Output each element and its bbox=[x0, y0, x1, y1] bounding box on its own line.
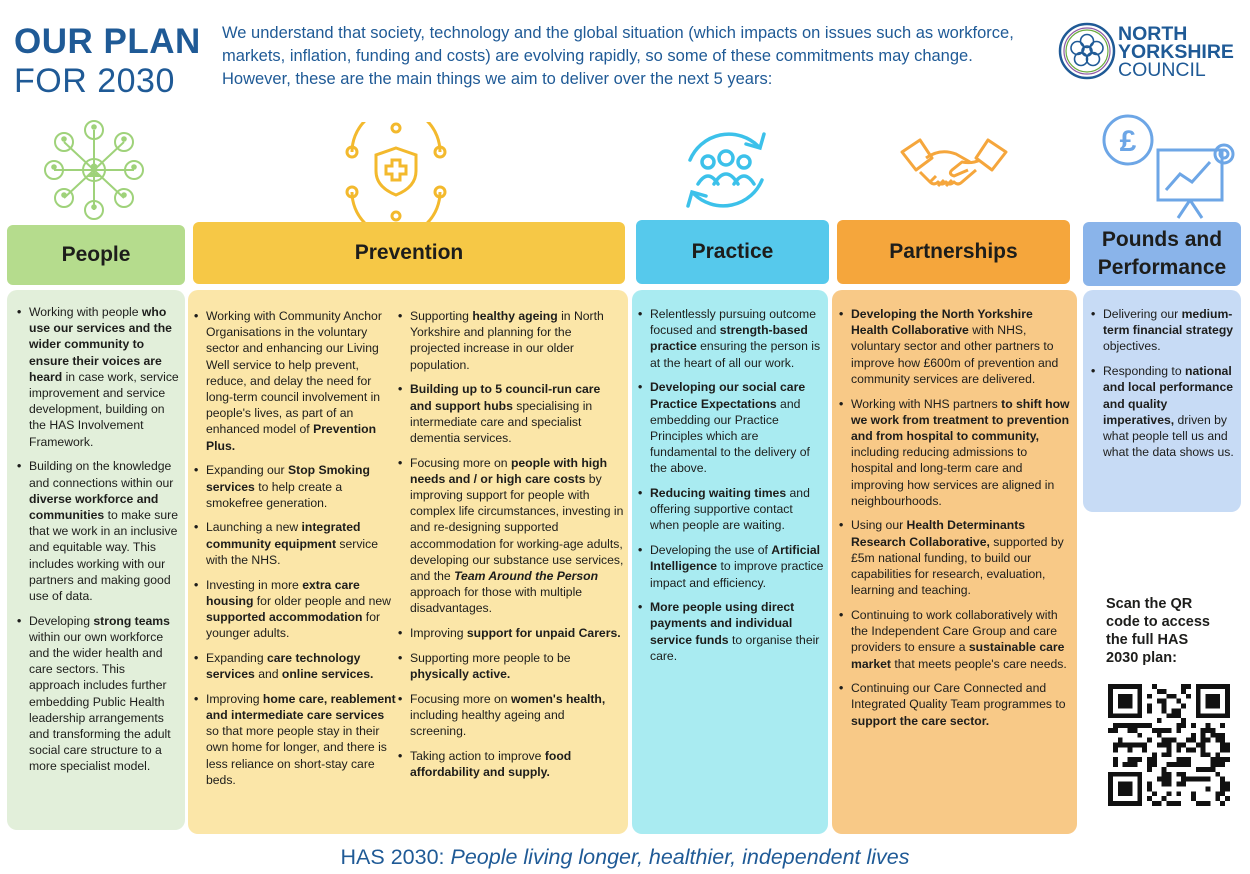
logo-line-2: YORKSHIRE bbox=[1118, 41, 1234, 63]
partnerships-list bbox=[833, 306, 1071, 729]
pounds-panel bbox=[1083, 290, 1241, 512]
list-item: • Continuing our Care Connected and Integrated Quality Team programmes to support the care sector. bbox=[851, 680, 1071, 729]
handshake-icon bbox=[898, 132, 1010, 208]
list-item: • Supporting more people to be physically active. bbox=[410, 650, 624, 682]
heading-pounds-line1: Pounds and bbox=[1101, 228, 1223, 251]
heading-practice: Practice bbox=[636, 220, 829, 284]
practice-panel bbox=[632, 290, 828, 834]
list-item: • Expanding care technology services and online services. bbox=[206, 650, 398, 682]
list-item: • Improving home care, reablement and intermediate care services so that more people stay in their own home for longer, and there is less reliance on short-stay care beds. bbox=[206, 691, 398, 788]
list-item: • Developing strong teams within our own workforce and the wider health and care sectors. This approach includes further embedding Public Health leadership arrangements and transforming the adult social care structure to a more specialist model. bbox=[29, 613, 179, 775]
intro-text: We understand that society, technology and the global situation (which impacts on issues such as workforce, markets, inflation, funding and costs) are evolving rapidly, so some of these commitments may change. However, these are the main things we aim to deliver over the next 5 years: bbox=[222, 24, 1014, 88]
qr-code-icon[interactable] bbox=[1108, 684, 1230, 806]
list-item: • Developing our social care Practice Expectations and embedding our Practice Principles which are fundamental to the delivery of the above. bbox=[650, 379, 824, 476]
heading-pounds-performance bbox=[1083, 222, 1241, 286]
footer-prefix: HAS 2030: bbox=[340, 845, 451, 869]
list-item: • Working with NHS partners to shift how we work from treatment to prevention and from hospital to community, including reducing admissions to hospital and long-term care and improving how services are aligned in neighbourhoods. bbox=[851, 396, 1071, 509]
heading-partnerships: Partnerships bbox=[837, 220, 1070, 284]
list-item: • Developing the North Yorkshire Health Collaborative with NHS, voluntary sector and other partners to improve how £600m of prevention and community services are delivered. bbox=[851, 306, 1071, 387]
list-item: • Developing the use of Artificial Intelligence to improve practice impact and efficiency. bbox=[650, 542, 824, 591]
people-list bbox=[11, 304, 179, 775]
pound-chart-gear-icon bbox=[1098, 110, 1240, 222]
list-item: • Improving support for unpaid Carers. bbox=[410, 625, 624, 641]
heading-pounds-line2: Performance bbox=[1097, 256, 1227, 279]
prevention-panel bbox=[188, 290, 628, 834]
svg-text:£: £ bbox=[1119, 125, 1137, 158]
list-item: • Investing in more extra care housing for older people and new supported accommodation for younger adults. bbox=[206, 577, 398, 642]
list-item: • Delivering our medium-term financial strategy objectives. bbox=[1103, 306, 1237, 355]
list-item: • Responding to national and local performance and quality imperatives, driven by what people tell us and what the data shows us. bbox=[1103, 363, 1237, 460]
logo-line-3: COUNCIL bbox=[1118, 59, 1206, 81]
pounds-list bbox=[1085, 306, 1237, 460]
list-item: • Building on the knowledge and connections within our diverse workforce and communities to make sure that we work in an inclusive and equitable way. This includes working with our partners and making good use of data. bbox=[29, 458, 179, 604]
footer-tagline-text: People living longer, healthier, independent lives bbox=[450, 845, 910, 869]
prevention-list-left bbox=[188, 308, 398, 788]
team-cycle-icon bbox=[676, 118, 776, 222]
practice-list bbox=[632, 306, 824, 664]
prevention-list-right bbox=[392, 308, 624, 780]
list-item: • Launching a new integrated community equipment service with the NHS. bbox=[206, 519, 398, 568]
list-item: • Working with people who use our services and the wider community to ensure their voices are heard in case work, service improvement and service development, building on the HAS Involvement Framework. bbox=[29, 304, 179, 450]
page-title: OUR PLAN bbox=[14, 22, 201, 61]
partnerships-panel bbox=[832, 290, 1077, 834]
shield-cross-icon bbox=[342, 122, 450, 222]
list-item: • Focusing more on women's health, including healthy ageing and screening. bbox=[410, 691, 624, 740]
people-network-icon bbox=[38, 118, 150, 222]
council-logo bbox=[1058, 20, 1248, 82]
list-item: • More people using direct payments and individual service funds to organise their care. bbox=[650, 599, 824, 664]
people-panel bbox=[7, 290, 185, 830]
heading-people: People bbox=[7, 225, 185, 285]
list-item: • Focusing more on people with high needs and / or high care costs by improving support for people with complex life circumstances, investing in and re-designing supported accommodation for working-age adults, developing our substance use services, and the Team Around the Person approach for those with multiple disadvantages. bbox=[410, 455, 624, 617]
list-item: • Taking action to improve food affordability and supply. bbox=[410, 748, 624, 780]
list-item: • Relentlessly pursuing outcome focused and strength-based practice ensuring the person is at the heart of all our work. bbox=[650, 306, 824, 371]
footer-tagline bbox=[0, 845, 1250, 870]
page-subtitle: FOR 2030 bbox=[14, 62, 175, 100]
list-item: • Continuing to work collaboratively with the Independent Care Group and care providers to ensure a sustainable care market that meets people's care needs. bbox=[851, 607, 1071, 672]
logo-line-1: NORTH bbox=[1118, 23, 1188, 45]
list-item: • Working with Community Anchor Organisations in the voluntary sector and enhancing our Living Well service to help prevent, reduce, and delay the need for long-term council involvement in people's lives, as part of an enhanced model of Prevention Plus. bbox=[206, 308, 398, 454]
heading-prevention: Prevention bbox=[193, 222, 625, 284]
list-item: • Supporting healthy ageing in North Yorkshire and planning for the projected increase in our older population. bbox=[410, 308, 624, 373]
list-item: • Reducing waiting times and offering supportive contact when people are waiting. bbox=[650, 485, 824, 534]
list-item: • Building up to 5 council-run care and support hubs specialising in intermediate care and specialist dementia services. bbox=[410, 381, 624, 446]
list-item: • Using our Health Determinants Research Collaborative, supported by £5m national funding, to build our capabilities for research, evaluation, learning and teaching. bbox=[851, 517, 1071, 598]
list-item: • Expanding our Stop Smoking services to help create a smokefree generation. bbox=[206, 462, 398, 511]
tudor-rose-icon bbox=[1058, 22, 1116, 80]
qr-prompt: Scan the QR code to access the full HAS 2030 plan: bbox=[1106, 596, 1210, 666]
